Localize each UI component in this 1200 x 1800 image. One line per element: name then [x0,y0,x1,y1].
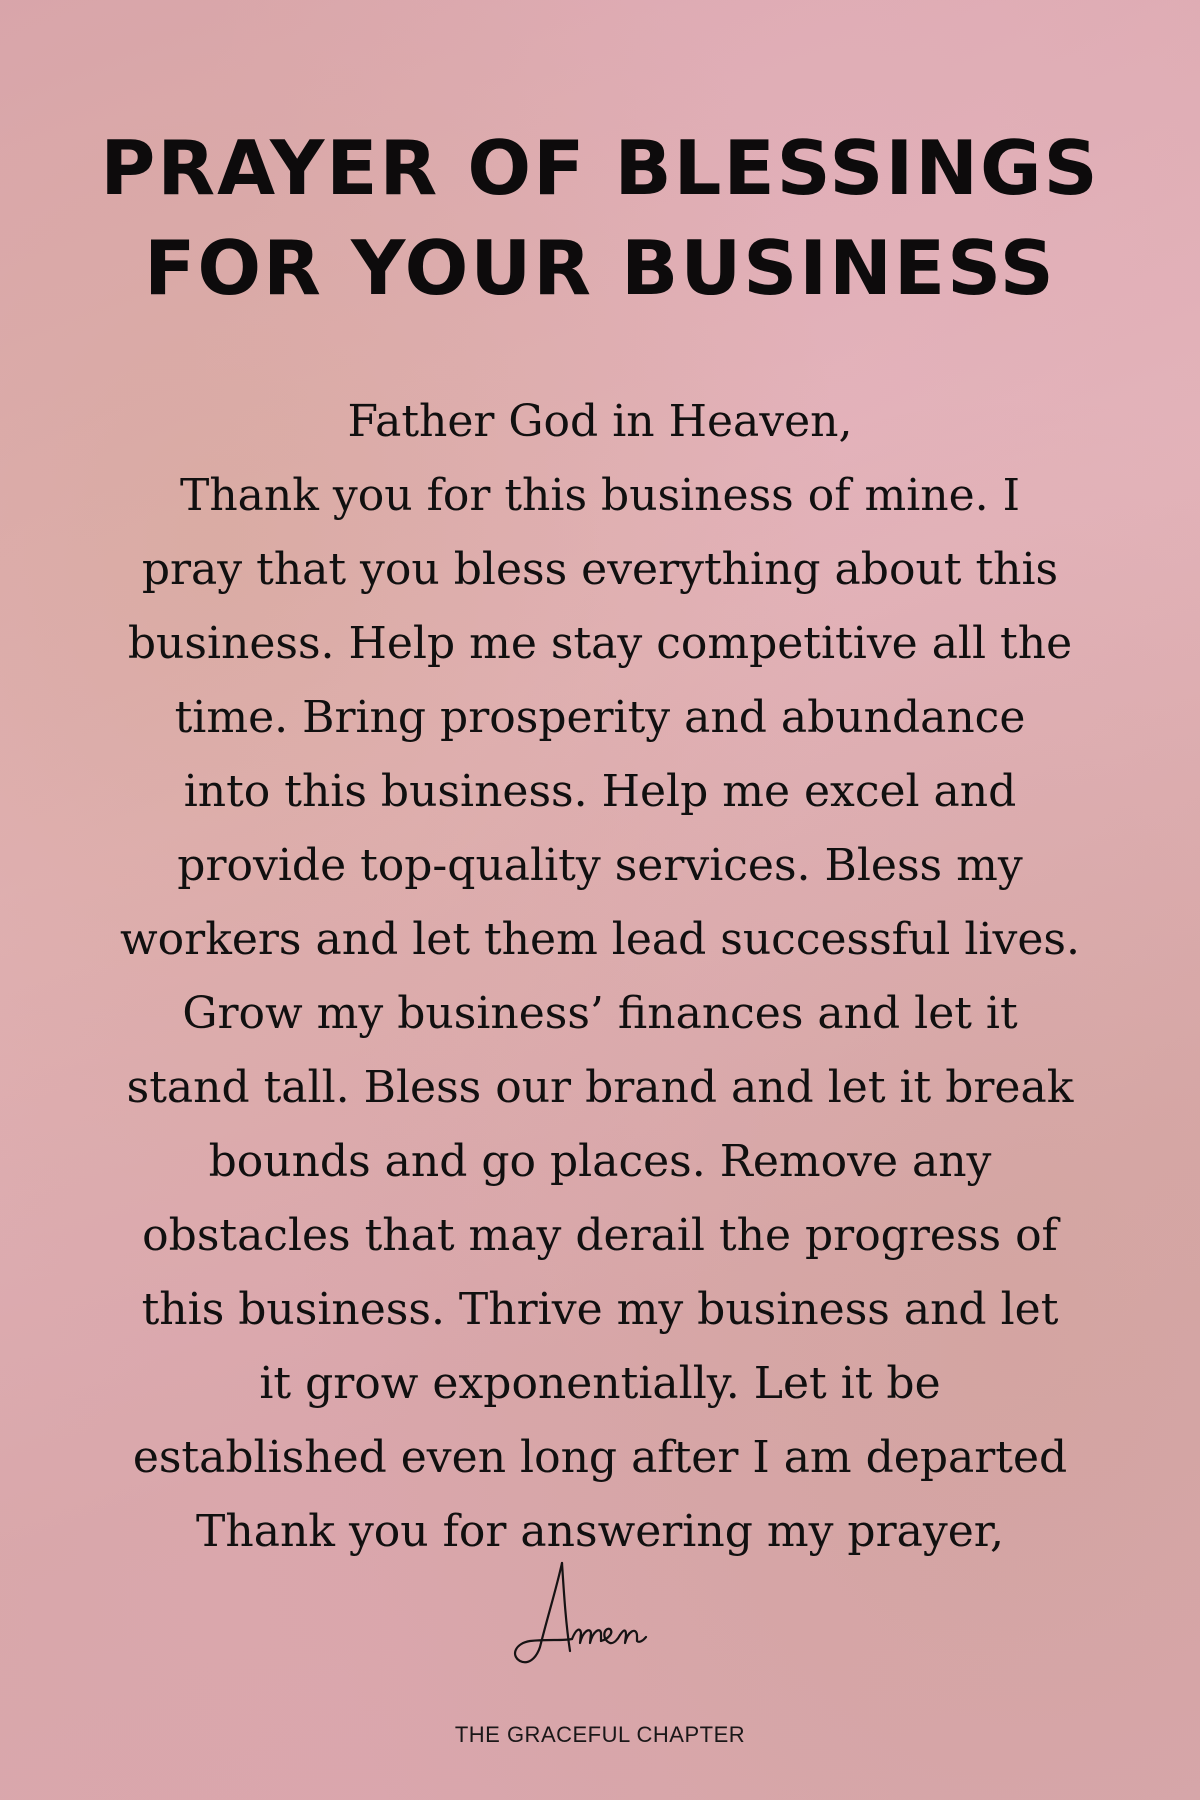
prayer-line: workers and let them lead successful lives. [120,914,1080,965]
prayer-line: business. Help me stay competitive all the [127,618,1073,669]
prayer-line: this business. Thrive my business and let [141,1284,1059,1335]
prayer-line: stand tall. Bless our brand and let it break [126,1062,1074,1113]
prayer-line: time. Bring prosperity and abundance [174,692,1026,743]
title-line-1: PRAYER OF BLESSINGS [100,124,1100,212]
prayer-line: pray that you bless everything about this [141,544,1059,595]
prayer-line: Grow my business’ finances and let it [182,988,1018,1039]
prayer-line: Father God in Heaven, [347,396,853,447]
amen-signature [500,1555,700,1675]
prayer-line: Thank you for this business of mine. I [180,470,1020,521]
prayer-line: into this business. Help me excel and [183,766,1017,817]
page-title [40,118,1160,318]
prayer-line: established even long after I am departed [132,1432,1068,1483]
footer-brand: THE GRACEFUL CHAPTER [454,1722,746,1747]
prayer-line: provide top-quality services. Bless my [177,840,1023,891]
prayer-line: obstacles that may derail the progress of [142,1210,1058,1261]
prayer-line: bounds and go places. Remove any [208,1136,992,1187]
title-line-2: FOR YOUR BUSINESS [144,224,1056,312]
prayer-line: Thank you for answering my prayer, [196,1506,1004,1557]
prayer-line: it grow exponentially. Let it be [259,1358,941,1409]
prayer-text [60,385,1140,1569]
